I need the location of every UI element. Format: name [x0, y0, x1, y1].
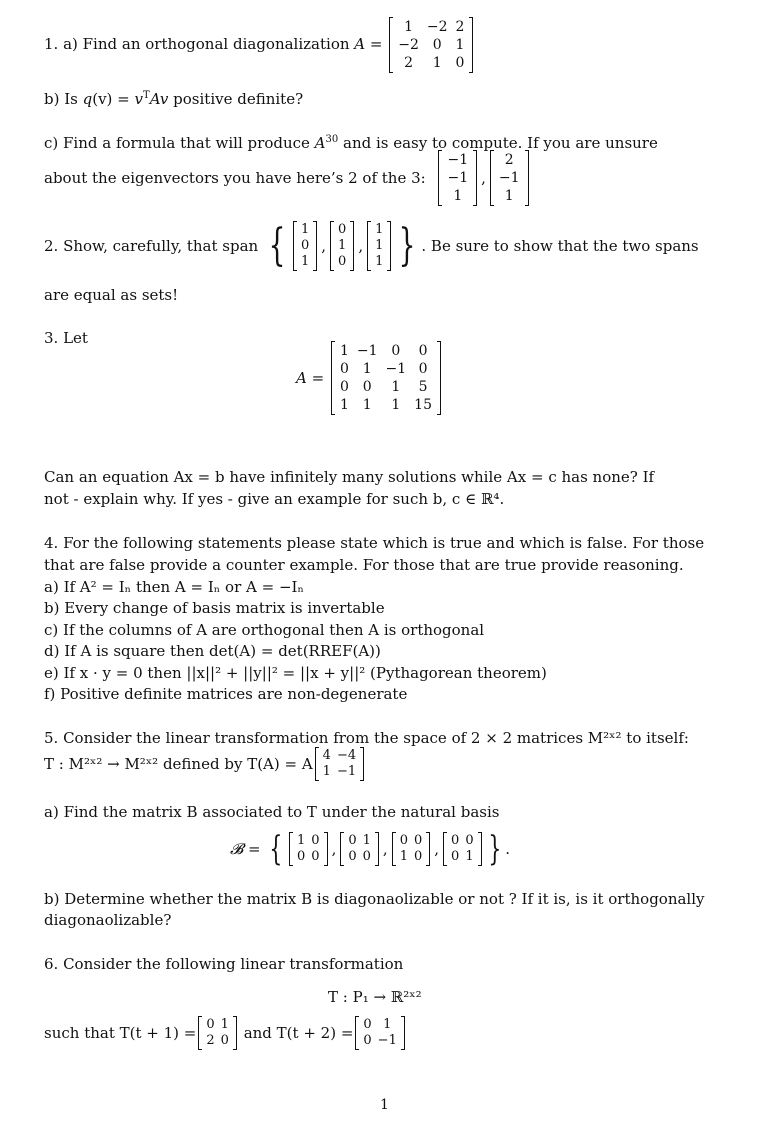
q4-a: a) If A² = Iₙ then A = Iₙ or A = −Iₙ	[44, 578, 304, 596]
matrix-entry: 0	[338, 254, 347, 269]
matrix-row	[372, 222, 386, 238]
matrix-entry: −1	[385, 361, 407, 377]
matrix-entry: 1	[504, 188, 514, 204]
q5-b-line1: b) Determine whether the matrix B is diagonaolizable or not ? If it is, is it orthogonally	[44, 890, 705, 908]
q4-c: c) If the columns of A are orthogonal then A is orthogonal	[44, 621, 485, 639]
matrix-row	[294, 833, 323, 849]
matrix-row	[448, 849, 477, 865]
matrix-entry: 1	[338, 238, 347, 253]
matrix-entry: 1	[300, 254, 310, 269]
comma: ,	[481, 169, 486, 187]
matrix-entry: 2	[206, 1033, 215, 1048]
matrix-row	[448, 833, 477, 849]
matrix-entry: 0	[451, 833, 460, 848]
matrix-entry: 1	[375, 254, 384, 269]
matrix-entry: 0	[451, 849, 460, 864]
matrix-row	[336, 396, 436, 414]
matrix-row	[298, 254, 312, 270]
matrix-row	[360, 1017, 399, 1033]
basis-right-brace: }	[487, 829, 501, 869]
basis-matrices	[287, 833, 484, 864]
matrix-row	[345, 833, 374, 849]
matrix-row	[443, 187, 472, 205]
q1-b-post: positive definite?	[168, 90, 304, 108]
matrix-row	[394, 54, 468, 72]
q2-post: . Be sure to show that the two spans	[421, 237, 699, 255]
q5-line2	[44, 748, 734, 780]
matrix-entry: 0	[413, 833, 423, 848]
matrix-entry: 1	[455, 37, 465, 53]
matrix-entry: 0	[363, 1017, 372, 1032]
q1-a-text: 1. a) Find an orthogonal diagonalization	[44, 35, 355, 53]
matrix-entry: 2	[404, 55, 414, 71]
q1-b-Av: Av	[149, 90, 169, 108]
span-vector	[293, 222, 317, 270]
matrix-row	[298, 222, 312, 238]
q5-a: a) Find the matrix B associated to T under the natural basis	[44, 803, 500, 821]
matrix-entry: 0	[418, 361, 428, 377]
matrix-entry: −1	[498, 170, 520, 186]
q1-c-line2	[44, 151, 734, 205]
matrix-entry: 0	[206, 1017, 215, 1032]
matrix-T-t1	[198, 1017, 237, 1049]
q5-b-line2: diagonaolizable?	[44, 911, 172, 929]
matrix-entry: 15	[414, 397, 432, 413]
matrix-entry: 0	[418, 343, 428, 359]
q6-line1: 6. Consider the following linear transformation	[44, 955, 404, 973]
comma: ,	[434, 840, 440, 858]
basis-left-brace: {	[269, 829, 283, 869]
page-number: 1	[380, 1097, 389, 1113]
matrix-entry: 0	[339, 379, 349, 395]
matrix-row	[443, 151, 472, 169]
matrix-entry: 1	[339, 343, 349, 359]
matrix-entry: 1	[322, 764, 331, 779]
matrix-entry: 0	[297, 849, 306, 864]
q1-c-post: and is easy to compute. If you are unsure	[338, 134, 658, 152]
basis-end: .	[505, 840, 511, 858]
q3-line2: not - explain why. If yes - give an example for such b, c ∈ ℝ⁴.	[44, 490, 505, 508]
q1-b-v: v	[134, 90, 144, 108]
matrix-row	[203, 1033, 232, 1049]
matrix-entry: 1	[300, 222, 310, 237]
matrix-entry: −1	[447, 152, 469, 168]
matrix-row	[335, 222, 349, 238]
q4-line2: that are false provide a counter example. For those that are true provide reasoning.	[44, 556, 684, 574]
q3-label: 3. Let	[44, 329, 88, 347]
eigenvector-1	[438, 151, 477, 205]
matrix-row	[495, 169, 524, 187]
basis-label: 𝓑 =	[230, 840, 261, 858]
q5-line2-text: T : M²ˣ² → M²ˣ² defined by T(A) = A	[44, 755, 313, 773]
matrix-entry: 1	[453, 188, 463, 204]
matrix-entry: 1	[399, 849, 408, 864]
matrix-entry: 1	[362, 833, 371, 848]
matrix-entry: 1	[220, 1017, 229, 1032]
matrix-entry: 0	[362, 849, 371, 864]
q3-matrix-block	[296, 342, 443, 414]
q1-c-line2-text: about the eigenvectors you have here’s 2 of the 3:	[44, 169, 426, 187]
matrix-row	[495, 187, 524, 205]
left-brace: {	[268, 220, 286, 271]
comma: ,	[358, 237, 364, 255]
q4-e: e) If x · y = 0 then ||x||² + ||y||² = ||x + y||² (Pythagorean theorem)	[44, 664, 547, 682]
matrix-row	[336, 360, 436, 378]
q2-line2: are equal as sets!	[44, 286, 179, 304]
span-vector	[330, 222, 354, 270]
q4-line1: 4. For the following statements please state which is true and which is false. For those	[44, 534, 705, 552]
matrix-row	[495, 151, 524, 169]
q1-c-pre: c) Find a formula that will produce	[44, 134, 315, 152]
q2-pre: 2. Show, carefully, that span	[44, 237, 259, 255]
q1-b-mid: (v) =	[92, 90, 135, 108]
q1-b-T: T	[143, 90, 150, 101]
matrix-entry: −1	[356, 343, 378, 359]
matrix-entry: 0	[348, 849, 357, 864]
matrix-entry: 0	[391, 343, 401, 359]
matrix-entry: 1	[391, 379, 401, 395]
matrix-entry: 1	[362, 397, 372, 413]
basis-matrix	[289, 833, 328, 865]
matrix-entry: −2	[398, 37, 419, 53]
matrix-row	[345, 849, 374, 865]
q6-such-that-text: such that T(t + 1) =	[44, 1024, 197, 1042]
matrix-row	[336, 378, 436, 396]
matrix-entry: 1	[404, 19, 414, 35]
matrix-q3	[331, 342, 441, 414]
q1-c-exp: 30	[325, 134, 339, 145]
matrix-entry: 1	[375, 238, 384, 253]
q3-eq: A =	[296, 369, 325, 387]
matrix-entry: 2	[455, 19, 465, 35]
matrix-T	[315, 748, 364, 780]
matrix-row	[397, 849, 426, 865]
q1-a-eq: A =	[354, 35, 383, 53]
matrix-entry: 1	[339, 397, 349, 413]
matrix-entry: −1	[377, 1033, 397, 1048]
q4-f: f) Positive definite matrices are non-degenerate	[44, 685, 408, 703]
q6-and-text: and T(t + 2) =	[243, 1024, 354, 1042]
basis-matrix	[392, 833, 431, 865]
q1-b	[44, 89, 734, 109]
matrix-row	[320, 748, 359, 764]
eigenvector-2	[490, 151, 529, 205]
matrix-entry: 5	[418, 379, 428, 395]
matrix-row	[298, 238, 312, 254]
matrix-entry: −2	[426, 19, 448, 35]
right-brace: }	[398, 220, 416, 271]
comma: ,	[382, 840, 388, 858]
matrix-entry: −4	[336, 748, 357, 763]
matrix-entry: 0	[348, 833, 357, 848]
matrix-entry: 2	[504, 152, 514, 168]
matrix-row	[203, 1017, 232, 1033]
basis-matrix	[340, 833, 379, 865]
matrix-A	[389, 18, 473, 72]
comma: ,	[331, 840, 337, 858]
q1-a	[44, 18, 734, 72]
matrix-entry: −1	[447, 170, 469, 186]
q2-line1	[44, 222, 734, 270]
matrix-entry: 1	[432, 55, 442, 71]
q1-c-line1	[44, 133, 734, 153]
matrix-T-t2	[355, 1017, 404, 1049]
matrix-entry: 0	[432, 37, 442, 53]
q1-b-pre: b) Is	[44, 90, 83, 108]
matrix-row	[443, 169, 472, 187]
span-vector	[367, 222, 391, 270]
basis-block	[230, 829, 511, 869]
matrix-row	[397, 833, 426, 849]
matrix-entry: 0	[311, 849, 320, 864]
matrix-entry: 1	[375, 222, 384, 237]
matrix-entry: 0	[363, 1033, 372, 1048]
q1-c-A: A	[314, 134, 326, 152]
matrix-row	[335, 254, 349, 270]
matrix-entry: 0	[362, 379, 372, 395]
matrix-entry: −1	[336, 764, 357, 779]
basis-matrix	[443, 833, 482, 865]
comma: ,	[321, 237, 327, 255]
matrix-row	[394, 18, 468, 36]
matrix-entry: 0	[399, 833, 408, 848]
q6-such-that	[44, 1017, 734, 1049]
matrix-row	[336, 342, 436, 360]
matrix-entry: 0	[300, 238, 310, 253]
q2-vectors	[291, 222, 393, 269]
matrix-entry: 1	[391, 397, 401, 413]
q5-line1: 5. Consider the linear transformation from the space of 2 × 2 matrices M²ˣ² to itself:	[44, 729, 689, 747]
matrix-entry: 1	[383, 1017, 392, 1032]
matrix-row	[372, 254, 386, 270]
matrix-entry: 1	[362, 361, 372, 377]
matrix-row	[372, 238, 386, 254]
q1-b-q: q	[82, 90, 93, 108]
q4-b: b) Every change of basis matrix is invertable	[44, 599, 385, 617]
matrix-row	[360, 1033, 399, 1049]
matrix-entry: 4	[322, 748, 331, 763]
matrix-row	[394, 36, 468, 54]
matrix-entry: 1	[465, 849, 474, 864]
matrix-row	[294, 849, 323, 865]
matrix-entry: 0	[465, 833, 474, 848]
matrix-entry: 1	[297, 833, 306, 848]
matrix-entry: 0	[413, 849, 423, 864]
q4-d: d) If A is square then det(A) = det(RREF(A))	[44, 642, 381, 660]
matrix-entry: 0	[311, 833, 320, 848]
matrix-row	[335, 238, 349, 254]
matrix-entry: 0	[338, 222, 347, 237]
matrix-row	[320, 764, 359, 780]
q3-line1: Can an equation Ax = b have infinitely many solutions while Ax = c has none? If	[44, 468, 655, 486]
matrix-entry: 0	[455, 55, 465, 71]
q6-map: T : P₁ → ℝ²ˣ²	[328, 988, 422, 1006]
matrix-entry: 0	[339, 361, 349, 377]
matrix-entry: 0	[220, 1033, 229, 1048]
